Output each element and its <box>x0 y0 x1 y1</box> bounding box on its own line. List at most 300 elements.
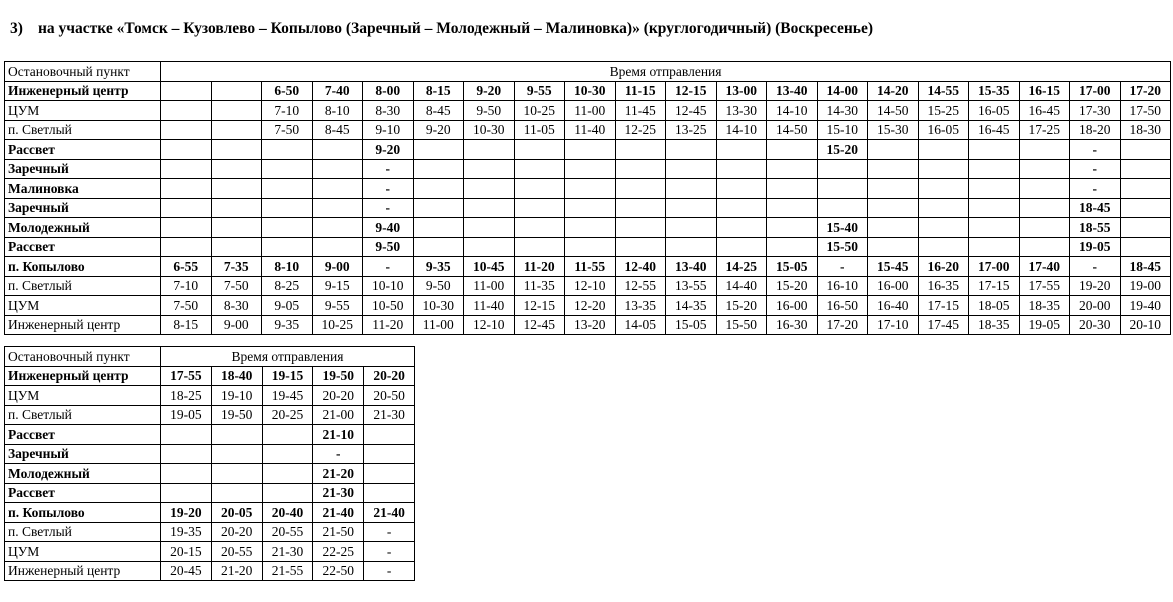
departure-time-cell <box>312 140 363 160</box>
departure-time-cell: 15-30 <box>868 120 919 140</box>
departure-time-cell <box>767 140 818 160</box>
departure-time-cell <box>1120 237 1171 257</box>
departure-time-cell: 16-50 <box>817 296 868 316</box>
departure-time-cell <box>615 237 666 257</box>
departure-time-cell: 19-05 <box>1019 315 1070 335</box>
departure-time-cell: 10-25 <box>312 315 363 335</box>
departure-time-cell: 9-50 <box>464 101 515 121</box>
departure-time-cell <box>969 218 1020 238</box>
table-row <box>5 366 415 386</box>
departure-time-cell <box>1019 237 1070 257</box>
departure-time-cell: 10-30 <box>565 81 616 101</box>
departure-time-cell: 11-00 <box>565 101 616 121</box>
departure-time-cell: 20-40 <box>262 503 313 523</box>
departure-time-cell: 8-15 <box>413 81 464 101</box>
departure-time-cell <box>161 444 212 464</box>
departure-time-cell: 16-00 <box>767 296 818 316</box>
stop-name-cell: Инженерный центр <box>5 315 161 335</box>
departure-time-cell <box>767 179 818 199</box>
departure-time-cell <box>666 179 717 199</box>
departure-time-cell: 16-00 <box>868 276 919 296</box>
departure-time-cell <box>413 237 464 257</box>
stop-name-cell: п. Светлый <box>5 405 161 425</box>
departure-time-cell: 12-15 <box>666 81 717 101</box>
departure-time-cell <box>918 159 969 179</box>
departure-time-cell <box>1120 179 1171 199</box>
departure-time-cell: 7-10 <box>161 276 212 296</box>
departure-time-cell: 20-30 <box>1070 315 1121 335</box>
departure-time-cell: 11-20 <box>514 257 565 277</box>
table-row <box>5 237 1171 257</box>
departure-time-cell <box>312 198 363 218</box>
departure-time-cell: 11-40 <box>464 296 515 316</box>
stop-name-cell: Рассвет <box>5 140 161 160</box>
table-row <box>5 522 415 542</box>
departure-time-cell <box>969 198 1020 218</box>
departure-time-cell: 16-30 <box>767 315 818 335</box>
departure-time-cell <box>1120 159 1171 179</box>
departure-time-cell: 11-55 <box>565 257 616 277</box>
departure-time-cell: - <box>364 561 415 581</box>
departure-time-cell: 20-55 <box>211 542 262 562</box>
stop-name-cell: Инженерный центр <box>5 366 161 386</box>
departure-time-cell: 12-45 <box>514 315 565 335</box>
departure-time-cell <box>969 179 1020 199</box>
departure-time-cell <box>716 159 767 179</box>
departure-time-cell <box>1120 218 1171 238</box>
departure-time-cell <box>211 140 262 160</box>
departure-time-cell: 21-40 <box>313 503 364 523</box>
departure-time-cell: - <box>363 179 414 199</box>
departure-time-cell <box>817 198 868 218</box>
departure-time-cell <box>918 140 969 160</box>
departure-time-cell <box>413 198 464 218</box>
departure-time-cell: 15-20 <box>767 276 818 296</box>
departure-time-cell: 8-45 <box>413 101 464 121</box>
departure-time-cell: - <box>1070 179 1121 199</box>
stop-name-cell: Малиновка <box>5 179 161 199</box>
departure-time-cell <box>666 198 717 218</box>
departure-time-cell: 10-30 <box>413 296 464 316</box>
stop-name-cell: п. Копылово <box>5 257 161 277</box>
departure-time-cell: 10-25 <box>514 101 565 121</box>
departure-time-cell <box>666 218 717 238</box>
departure-time-cell <box>868 218 919 238</box>
table-row <box>5 218 1171 238</box>
departure-time-cell: 18-05 <box>969 296 1020 316</box>
departure-time-cell <box>161 237 212 257</box>
departure-time-cell: 17-30 <box>1070 101 1121 121</box>
departure-time-cell <box>514 218 565 238</box>
departure-time-cell: 19-05 <box>1070 237 1121 257</box>
departure-time-cell: 11-00 <box>464 276 515 296</box>
departure-time-cell: - <box>363 198 414 218</box>
departure-time-cell: 15-40 <box>817 218 868 238</box>
departure-time-cell <box>312 237 363 257</box>
departure-time-cell <box>464 179 515 199</box>
departure-time-cell <box>1120 198 1171 218</box>
stop-name-cell: ЦУМ <box>5 296 161 316</box>
departure-time-cell: 8-30 <box>363 101 414 121</box>
departure-time-cell: - <box>363 257 414 277</box>
departure-time-cell <box>161 218 212 238</box>
departure-time-cell: 21-40 <box>364 503 415 523</box>
departure-time-cell: 13-40 <box>767 81 818 101</box>
departure-time-cell: 17-15 <box>918 296 969 316</box>
departure-time-cell <box>868 140 919 160</box>
departure-time-cell: 15-50 <box>817 237 868 257</box>
departure-time-cell: 9-35 <box>413 257 464 277</box>
departure-time-cell: 10-30 <box>464 120 515 140</box>
departure-time-cell: 19-20 <box>161 503 212 523</box>
departure-time-cell: 20-00 <box>1070 296 1121 316</box>
departure-time-cell: 9-55 <box>514 81 565 101</box>
departure-time-cell: 21-20 <box>211 561 262 581</box>
departure-time-cell <box>211 159 262 179</box>
departure-time-cell <box>464 140 515 160</box>
departure-time-cell: 19-00 <box>1120 276 1171 296</box>
departure-time-cell <box>615 159 666 179</box>
table-row <box>5 120 1171 140</box>
departure-time-cell: 16-20 <box>918 257 969 277</box>
departure-time-cell: 12-10 <box>464 315 515 335</box>
departure-time-cell: 19-45 <box>262 386 313 406</box>
departure-time-cell <box>817 159 868 179</box>
departure-time-cell: 13-35 <box>615 296 666 316</box>
departure-time-cell: 12-45 <box>666 101 717 121</box>
departure-time-cell: 15-45 <box>868 257 919 277</box>
departure-time-cell <box>161 101 212 121</box>
departure-time-cell: 20-25 <box>262 405 313 425</box>
table-row <box>5 386 415 406</box>
stop-name-cell: ЦУМ <box>5 386 161 406</box>
departure-time-cell <box>262 218 313 238</box>
departure-time-cell: 14-00 <box>817 81 868 101</box>
departure-time-cell: 17-00 <box>1070 81 1121 101</box>
departure-time-cell <box>262 425 313 445</box>
stop-name-cell: Молодежный <box>5 218 161 238</box>
departure-time-cell: 9-50 <box>363 237 414 257</box>
departure-time-cell <box>565 237 616 257</box>
departure-time-cell <box>666 159 717 179</box>
departure-time-cell: 6-50 <box>262 81 313 101</box>
departure-time-cell: 17-50 <box>1120 101 1171 121</box>
departure-time-cell: 15-20 <box>817 140 868 160</box>
table-row <box>5 315 1171 335</box>
departure-time-cell: 16-15 <box>1019 81 1070 101</box>
departure-time-cell: 13-30 <box>716 101 767 121</box>
departure-time-cell <box>464 237 515 257</box>
departure-time-cell <box>615 140 666 160</box>
time-column-header: Время отправления <box>161 62 1171 82</box>
departure-time-cell: 9-40 <box>363 218 414 238</box>
departure-time-cell: - <box>1070 257 1121 277</box>
departure-time-cell <box>211 237 262 257</box>
departure-time-cell <box>211 444 262 464</box>
departure-time-cell: 22-25 <box>313 542 364 562</box>
departure-time-cell <box>666 140 717 160</box>
departure-time-cell: 19-40 <box>1120 296 1171 316</box>
departure-time-cell <box>161 81 212 101</box>
departure-time-cell <box>514 198 565 218</box>
departure-time-cell: 9-00 <box>211 315 262 335</box>
departure-time-cell <box>514 179 565 199</box>
departure-time-cell <box>514 237 565 257</box>
departure-time-cell: 7-40 <box>312 81 363 101</box>
departure-time-cell: 14-20 <box>868 81 919 101</box>
departure-time-cell <box>565 198 616 218</box>
departure-time-cell <box>262 464 313 484</box>
departure-time-cell: 20-20 <box>313 386 364 406</box>
departure-time-cell <box>413 179 464 199</box>
departure-time-cell: 7-50 <box>211 276 262 296</box>
departure-time-cell: 21-55 <box>262 561 313 581</box>
table-row <box>5 81 1171 101</box>
departure-time-cell <box>1120 140 1171 160</box>
departure-time-cell <box>565 159 616 179</box>
departure-time-cell: 16-45 <box>969 120 1020 140</box>
table-row <box>5 198 1171 218</box>
table-row <box>5 257 1171 277</box>
stop-column-header: Остановочный пункт <box>5 62 161 82</box>
departure-time-cell: 18-45 <box>1120 257 1171 277</box>
departure-time-cell: 14-05 <box>615 315 666 335</box>
departure-time-cell: 20-05 <box>211 503 262 523</box>
table-row <box>5 276 1171 296</box>
departure-time-cell: 21-30 <box>262 542 313 562</box>
departure-time-cell: 9-20 <box>464 81 515 101</box>
departure-time-cell <box>1019 179 1070 199</box>
departure-time-cell: 8-15 <box>161 315 212 335</box>
departure-time-cell <box>868 237 919 257</box>
departure-time-cell: 17-55 <box>161 366 212 386</box>
departure-time-cell <box>161 425 212 445</box>
departure-time-cell: 18-35 <box>969 315 1020 335</box>
table-row <box>5 444 415 464</box>
departure-time-cell: 10-50 <box>363 296 414 316</box>
departure-time-cell <box>413 159 464 179</box>
departure-time-cell: 13-40 <box>666 257 717 277</box>
departure-time-cell: 15-25 <box>918 101 969 121</box>
stop-name-cell: ЦУМ <box>5 101 161 121</box>
departure-time-cell <box>211 120 262 140</box>
time-column-header: Время отправления <box>161 347 415 367</box>
departure-time-cell <box>262 444 313 464</box>
departure-time-cell <box>565 179 616 199</box>
departure-time-cell: 21-30 <box>364 405 415 425</box>
departure-time-cell <box>666 237 717 257</box>
departure-time-cell <box>211 81 262 101</box>
table-row <box>5 179 1171 199</box>
departure-time-cell: 20-20 <box>211 522 262 542</box>
departure-time-cell: 8-10 <box>312 101 363 121</box>
departure-time-cell: 16-35 <box>918 276 969 296</box>
departure-time-cell: - <box>363 159 414 179</box>
departure-time-cell <box>262 237 313 257</box>
departure-time-cell: 8-10 <box>262 257 313 277</box>
departure-time-cell: 10-45 <box>464 257 515 277</box>
departure-time-cell <box>211 198 262 218</box>
schedule-table-evening <box>4 346 415 581</box>
departure-time-cell: 16-40 <box>868 296 919 316</box>
departure-time-cell: 19-35 <box>161 522 212 542</box>
departure-time-cell: 20-20 <box>364 366 415 386</box>
departure-time-cell <box>364 425 415 445</box>
departure-time-cell <box>615 218 666 238</box>
header-row <box>5 347 415 367</box>
departure-time-cell <box>767 237 818 257</box>
table-row <box>5 483 415 503</box>
departure-time-cell <box>969 140 1020 160</box>
departure-time-cell <box>161 483 212 503</box>
stop-name-cell: п. Копылово <box>5 503 161 523</box>
table-row <box>5 425 415 445</box>
table-row <box>5 101 1171 121</box>
departure-time-cell <box>161 159 212 179</box>
departure-time-cell: 18-30 <box>1120 120 1171 140</box>
departure-time-cell: 17-40 <box>1019 257 1070 277</box>
departure-time-cell <box>1019 140 1070 160</box>
departure-time-cell <box>716 218 767 238</box>
table-row <box>5 296 1171 316</box>
departure-time-cell: 22-50 <box>313 561 364 581</box>
departure-time-cell: - <box>313 444 364 464</box>
departure-time-cell: 17-20 <box>817 315 868 335</box>
departure-time-cell <box>262 179 313 199</box>
departure-time-cell <box>918 218 969 238</box>
departure-time-cell <box>211 218 262 238</box>
departure-time-cell: 12-20 <box>565 296 616 316</box>
departure-time-cell <box>211 179 262 199</box>
stop-name-cell: Заречный <box>5 444 161 464</box>
departure-time-cell: 14-25 <box>716 257 767 277</box>
stop-name-cell: Рассвет <box>5 237 161 257</box>
departure-time-cell: 21-00 <box>313 405 364 425</box>
departure-time-cell: 20-10 <box>1120 315 1171 335</box>
departure-time-cell: 8-00 <box>363 81 414 101</box>
departure-time-cell <box>364 483 415 503</box>
departure-time-cell: 17-15 <box>969 276 1020 296</box>
departure-time-cell <box>918 179 969 199</box>
departure-time-cell: 13-00 <box>716 81 767 101</box>
departure-time-cell <box>413 140 464 160</box>
departure-time-cell <box>514 140 565 160</box>
departure-time-cell: 18-55 <box>1070 218 1121 238</box>
departure-time-cell <box>767 198 818 218</box>
departure-time-cell: 15-35 <box>969 81 1020 101</box>
table-row <box>5 503 415 523</box>
departure-time-cell: 16-05 <box>918 120 969 140</box>
departure-time-cell <box>817 179 868 199</box>
departure-time-cell: 19-10 <box>211 386 262 406</box>
departure-time-cell <box>211 483 262 503</box>
departure-time-cell: 11-05 <box>514 120 565 140</box>
departure-time-cell: 7-50 <box>161 296 212 316</box>
departure-time-cell: 19-15 <box>262 366 313 386</box>
departure-time-cell: 20-15 <box>161 542 212 562</box>
departure-time-cell: - <box>1070 140 1121 160</box>
departure-time-cell: 15-20 <box>716 296 767 316</box>
table-row <box>5 542 415 562</box>
departure-time-cell: 19-50 <box>211 405 262 425</box>
departure-time-cell <box>161 120 212 140</box>
stop-name-cell: Инженерный центр <box>5 561 161 581</box>
departure-time-cell: 17-45 <box>918 315 969 335</box>
departure-time-cell <box>514 159 565 179</box>
departure-time-cell <box>364 464 415 484</box>
departure-time-cell: - <box>1070 159 1121 179</box>
departure-time-cell: 21-50 <box>313 522 364 542</box>
departure-time-cell: 19-05 <box>161 405 212 425</box>
departure-time-cell <box>716 237 767 257</box>
departure-time-cell: 15-50 <box>716 315 767 335</box>
departure-time-cell: 8-25 <box>262 276 313 296</box>
departure-time-cell: 18-45 <box>1070 198 1121 218</box>
table-row <box>5 159 1171 179</box>
table-row <box>5 140 1171 160</box>
departure-time-cell <box>364 444 415 464</box>
departure-time-cell <box>161 198 212 218</box>
departure-time-cell <box>918 237 969 257</box>
departure-time-cell: 21-10 <box>313 425 364 445</box>
departure-time-cell: 18-40 <box>211 366 262 386</box>
departure-time-cell: 11-00 <box>413 315 464 335</box>
departure-time-cell: 18-20 <box>1070 120 1121 140</box>
departure-time-cell <box>565 140 616 160</box>
departure-time-cell: 13-25 <box>666 120 717 140</box>
departure-time-cell <box>1019 198 1070 218</box>
departure-time-cell <box>262 483 313 503</box>
departure-time-cell <box>969 237 1020 257</box>
departure-time-cell: 13-20 <box>565 315 616 335</box>
departure-time-cell <box>262 140 313 160</box>
departure-time-cell <box>868 198 919 218</box>
departure-time-cell <box>312 159 363 179</box>
table-row <box>5 405 415 425</box>
departure-time-cell: - <box>364 542 415 562</box>
departure-time-cell: 6-55 <box>161 257 212 277</box>
departure-time-cell: - <box>364 522 415 542</box>
departure-time-cell <box>868 179 919 199</box>
departure-time-cell <box>161 140 212 160</box>
stop-column-header: Остановочный пункт <box>5 347 161 367</box>
departure-time-cell: 7-10 <box>262 101 313 121</box>
departure-time-cell <box>211 101 262 121</box>
departure-time-cell <box>1019 218 1070 238</box>
stop-name-cell: Молодежный <box>5 464 161 484</box>
stop-name-cell: ЦУМ <box>5 542 161 562</box>
table-row <box>5 561 415 581</box>
departure-time-cell <box>464 218 515 238</box>
departure-time-cell <box>716 140 767 160</box>
departure-time-cell: 21-20 <box>313 464 364 484</box>
departure-time-cell: 17-20 <box>1120 81 1171 101</box>
stop-name-cell: Рассвет <box>5 483 161 503</box>
stop-name-cell: п. Светлый <box>5 120 161 140</box>
departure-time-cell: 19-20 <box>1070 276 1121 296</box>
departure-time-cell: 18-35 <box>1019 296 1070 316</box>
schedule-table-main <box>4 61 1171 335</box>
departure-time-cell <box>464 198 515 218</box>
departure-time-cell: 11-40 <box>565 120 616 140</box>
departure-time-cell: 10-10 <box>363 276 414 296</box>
departure-time-cell: 17-55 <box>1019 276 1070 296</box>
departure-time-cell: 17-10 <box>868 315 919 335</box>
departure-time-cell: 20-55 <box>262 522 313 542</box>
departure-time-cell: 9-20 <box>363 140 414 160</box>
departure-time-cell: 9-05 <box>262 296 313 316</box>
stop-name-cell: п. Светлый <box>5 522 161 542</box>
